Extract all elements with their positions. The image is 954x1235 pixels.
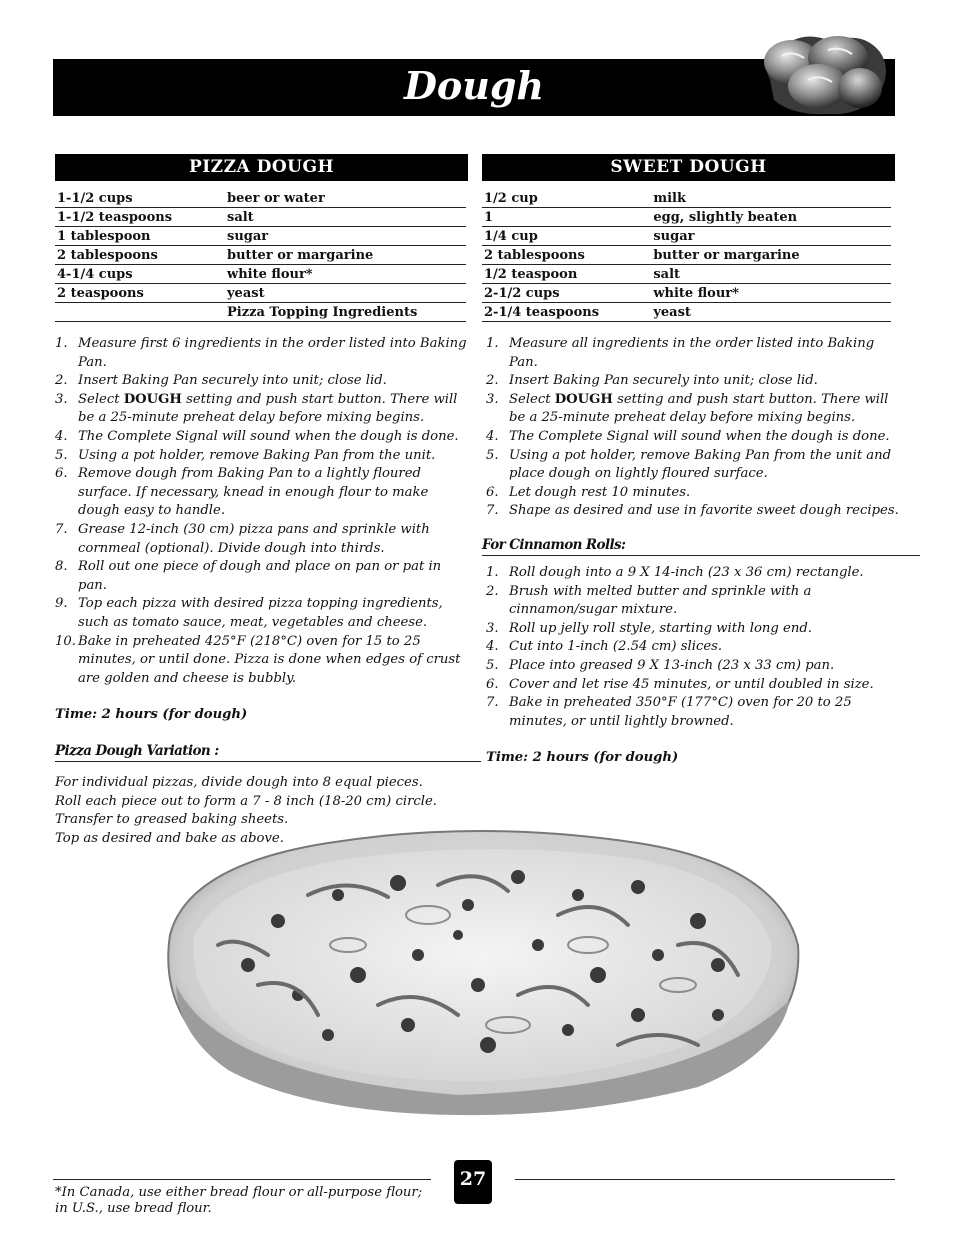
ingredient-amount: 2 tablespoons — [482, 246, 651, 265]
step-text: Grease 12-inch (30 cm) pizza pans and sprinkle with cornmeal (optional). Divide dough into thirds. — [78, 521, 430, 556]
step-text-bold: DOUGH — [123, 391, 182, 407]
step-text: The Complete Signal will sound when the dough is done. — [509, 428, 890, 444]
step-number: 2. — [486, 373, 499, 389]
table-row — [482, 208, 891, 227]
step-text: Place into greased 9 X 13-inch (23 x 33 cm) pan. — [509, 657, 835, 673]
list-item — [55, 465, 473, 521]
step-text: Brush with melted butter and sprinkle with a cinnamon/sugar mixture. — [509, 583, 812, 618]
step-text: Shape as desired and use in favorite sweet dough recipes. — [509, 503, 899, 519]
list-item — [486, 694, 906, 731]
ingredient-amount: 1-1/2 cups — [55, 189, 225, 208]
step-text: Cut into 1-inch (2.54 cm) slices. — [509, 639, 723, 655]
pizza-photo — [158, 825, 804, 1117]
step-number: 4. — [486, 639, 499, 655]
variation-line: For individual pizzas, divide dough into 8 equal pieces. — [55, 775, 423, 791]
list-item — [55, 428, 473, 447]
step-number: 4. — [55, 428, 68, 444]
table-row — [55, 284, 466, 303]
ingredient-amount: 1-1/2 teaspoons — [55, 208, 225, 227]
ingredient-amount: 1 — [482, 208, 651, 227]
step-text: Measure first 6 ingredients in the order listed into Baking Pan. — [78, 336, 467, 370]
step-text: Insert Baking Pan securely into unit; close lid. — [509, 373, 818, 389]
table-row — [482, 303, 891, 322]
variation-line: Transfer to greased baking sheets. — [55, 812, 289, 828]
footnote-line: *In Canada, use either bread flour or all-purpose flour; — [55, 1185, 423, 1200]
table-row — [55, 246, 466, 265]
cinnamon-heading: For Cinnamon Rolls: — [482, 537, 920, 556]
list-item — [486, 583, 906, 620]
step-number: 1. — [486, 336, 499, 351]
list-item — [55, 335, 473, 372]
table-row — [55, 227, 466, 246]
ingredient-amount: 1/2 teaspoon — [482, 265, 651, 284]
step-text-pre: Select — [78, 391, 124, 407]
list-item — [486, 372, 906, 391]
list-item — [55, 521, 473, 558]
step-number: 5. — [55, 447, 68, 463]
ingredient-name: sugar — [651, 227, 891, 246]
table-row — [55, 208, 466, 227]
ingredient-amount: 2-1/4 teaspoons — [482, 303, 651, 322]
list-item — [55, 558, 473, 595]
step-number: 7. — [486, 503, 499, 519]
sweet-time: Time: 2 hours (for dough) — [486, 750, 679, 766]
ingredient-name: beer or water — [225, 189, 466, 208]
page-number: 27 — [454, 1160, 492, 1204]
step-text: Remove dough from Baking Pan to a lightly floured surface. If necessary, knead in enough flour to make dough easy to handle. — [78, 466, 429, 519]
ingredient-amount: 1/2 cup — [482, 189, 651, 208]
step-number: 1. — [55, 336, 68, 351]
list-item — [486, 391, 906, 428]
variation-line: Top as desired and bake as above. — [55, 831, 284, 847]
list-item — [486, 447, 906, 484]
step-number: 2. — [486, 583, 499, 599]
step-text: Cover and let rise 45 minutes, or until doubled in size. — [509, 676, 874, 692]
step-text: Insert Baking Pan securely into unit; close lid. — [78, 373, 387, 389]
sweet-steps-list — [486, 335, 906, 521]
step-number: 7. — [55, 521, 68, 537]
step-number: 9. — [55, 596, 68, 612]
pizza-ingredients-table — [55, 189, 466, 322]
step-text-post: setting and push start button. There will be a 25-minute preheat delay before mixing begins. — [509, 391, 889, 426]
step-text: The Complete Signal will sound when the dough is done. — [78, 428, 459, 444]
step-text: Using a pot holder, remove Baking Pan from the unit. — [78, 447, 436, 463]
list-item — [486, 502, 906, 521]
step-text: Roll out one piece of dough and place on pan or pat in pan. — [78, 559, 442, 593]
ingredient-amount: 1/4 cup — [482, 227, 651, 246]
footer-rule-right — [515, 1179, 895, 1180]
step-text-pre: Select — [509, 391, 555, 407]
footnote — [55, 1185, 445, 1217]
pizza-variation-heading: Pizza Dough Variation : — [55, 743, 481, 762]
list-item — [486, 428, 906, 447]
step-text: Let dough rest 10 minutes. — [509, 484, 691, 500]
sweet-dough-header: SWEET DOUGH — [482, 154, 895, 181]
ingredient-amount: 1 tablespoon — [55, 227, 225, 246]
ingredient-amount: 2-1/2 cups — [482, 284, 651, 303]
bread-rolls-photo — [752, 20, 892, 120]
list-item — [486, 620, 906, 639]
list-item — [55, 633, 473, 689]
step-text-post: setting and push start button. There will be a 25-minute preheat delay before mixing begins. — [78, 391, 458, 426]
ingredient-name: sugar — [225, 227, 466, 246]
table-row — [482, 284, 891, 303]
table-row — [55, 303, 466, 322]
step-text-bold: DOUGH — [554, 391, 613, 407]
step-text: Bake in preheated 350°F (177°C) oven for 20 to 25 minutes, or until lightly browned. — [509, 695, 852, 729]
sweet-ingredients-table — [482, 189, 891, 322]
table-row — [482, 246, 891, 265]
ingredient-name: salt — [651, 265, 891, 284]
pizza-dough-section — [55, 154, 481, 849]
step-number: 6. — [486, 484, 499, 500]
step-number: 1. — [486, 564, 499, 580]
table-row — [55, 265, 466, 284]
ingredient-amount: 4-1/4 cups — [55, 265, 225, 284]
footnote-line: in U.S., use bread flour. — [55, 1201, 212, 1216]
ingredient-amount: 2 teaspoons — [55, 284, 225, 303]
footer-rule-left — [53, 1179, 431, 1180]
list-item — [55, 595, 473, 632]
list-item — [55, 391, 473, 428]
list-item — [486, 638, 906, 657]
list-item — [55, 447, 473, 466]
step-number: 7. — [486, 695, 499, 711]
ingredient-name: white flour* — [225, 265, 466, 284]
step-text: Roll up jelly roll style, starting with long end. — [509, 620, 812, 636]
table-row — [55, 189, 466, 208]
list-item — [486, 484, 906, 503]
pizza-time: Time: 2 hours (for dough) — [55, 707, 248, 723]
step-number: 8. — [55, 559, 68, 575]
table-row — [482, 265, 891, 284]
table-row — [482, 227, 891, 246]
list-item — [486, 657, 906, 676]
step-number: 2. — [55, 373, 68, 389]
ingredient-amount: 2 tablespoons — [55, 246, 225, 265]
step-number: 3. — [486, 620, 499, 636]
step-text: Roll dough into a 9 X 14-inch (23 x 36 cm) rectangle. — [509, 564, 864, 580]
step-text: Measure all ingredients in the order listed into Baking Pan. — [509, 336, 875, 370]
ingredient-name: yeast — [225, 284, 466, 303]
ingredient-amount — [55, 303, 225, 322]
list-item — [486, 335, 906, 372]
pizza-steps-list — [55, 335, 473, 688]
step-number: 5. — [486, 447, 499, 463]
page-title: Dough — [403, 63, 545, 108]
step-number: 6. — [55, 466, 68, 482]
ingredient-name: egg, slightly beaten — [651, 208, 891, 227]
ingredient-name: yeast — [651, 303, 891, 322]
list-item — [55, 372, 473, 391]
list-item — [486, 564, 906, 583]
step-text: Using a pot holder, remove Baking Pan from the unit and place dough on lightly floured surface. — [509, 447, 892, 482]
table-row — [482, 189, 891, 208]
ingredient-name: butter or margarine — [225, 246, 466, 265]
ingredient-name: salt — [225, 208, 466, 227]
step-text: Bake in preheated 425°F (218°C) oven for 15 to 25 minutes, or until done. Pizza is done when edges of crust are golden and cheese is bubbly. — [78, 633, 461, 686]
ingredient-name: white flour* — [651, 284, 891, 303]
step-number: 6. — [486, 676, 499, 692]
step-number: 3. — [55, 391, 68, 407]
pizza-dough-header: PIZZA DOUGH — [55, 154, 468, 181]
step-number: 3. — [486, 391, 499, 407]
cinnamon-steps-list — [486, 564, 906, 731]
variation-line: Roll each piece out to form a 7 - 8 inch (18-20 cm) circle. — [55, 793, 437, 809]
ingredient-name: butter or margarine — [651, 246, 891, 265]
ingredient-name: milk — [651, 189, 891, 208]
step-text: Top each pizza with desired pizza topping ingredients, such as tomato sauce, meat, vegetables and cheese. — [78, 596, 443, 630]
ingredient-name: Pizza Topping Ingredients — [225, 303, 466, 322]
sweet-dough-section — [482, 154, 922, 767]
list-item — [486, 676, 906, 695]
step-number: 5. — [486, 657, 499, 673]
step-number: 10. — [55, 633, 76, 649]
step-number: 4. — [486, 428, 499, 444]
